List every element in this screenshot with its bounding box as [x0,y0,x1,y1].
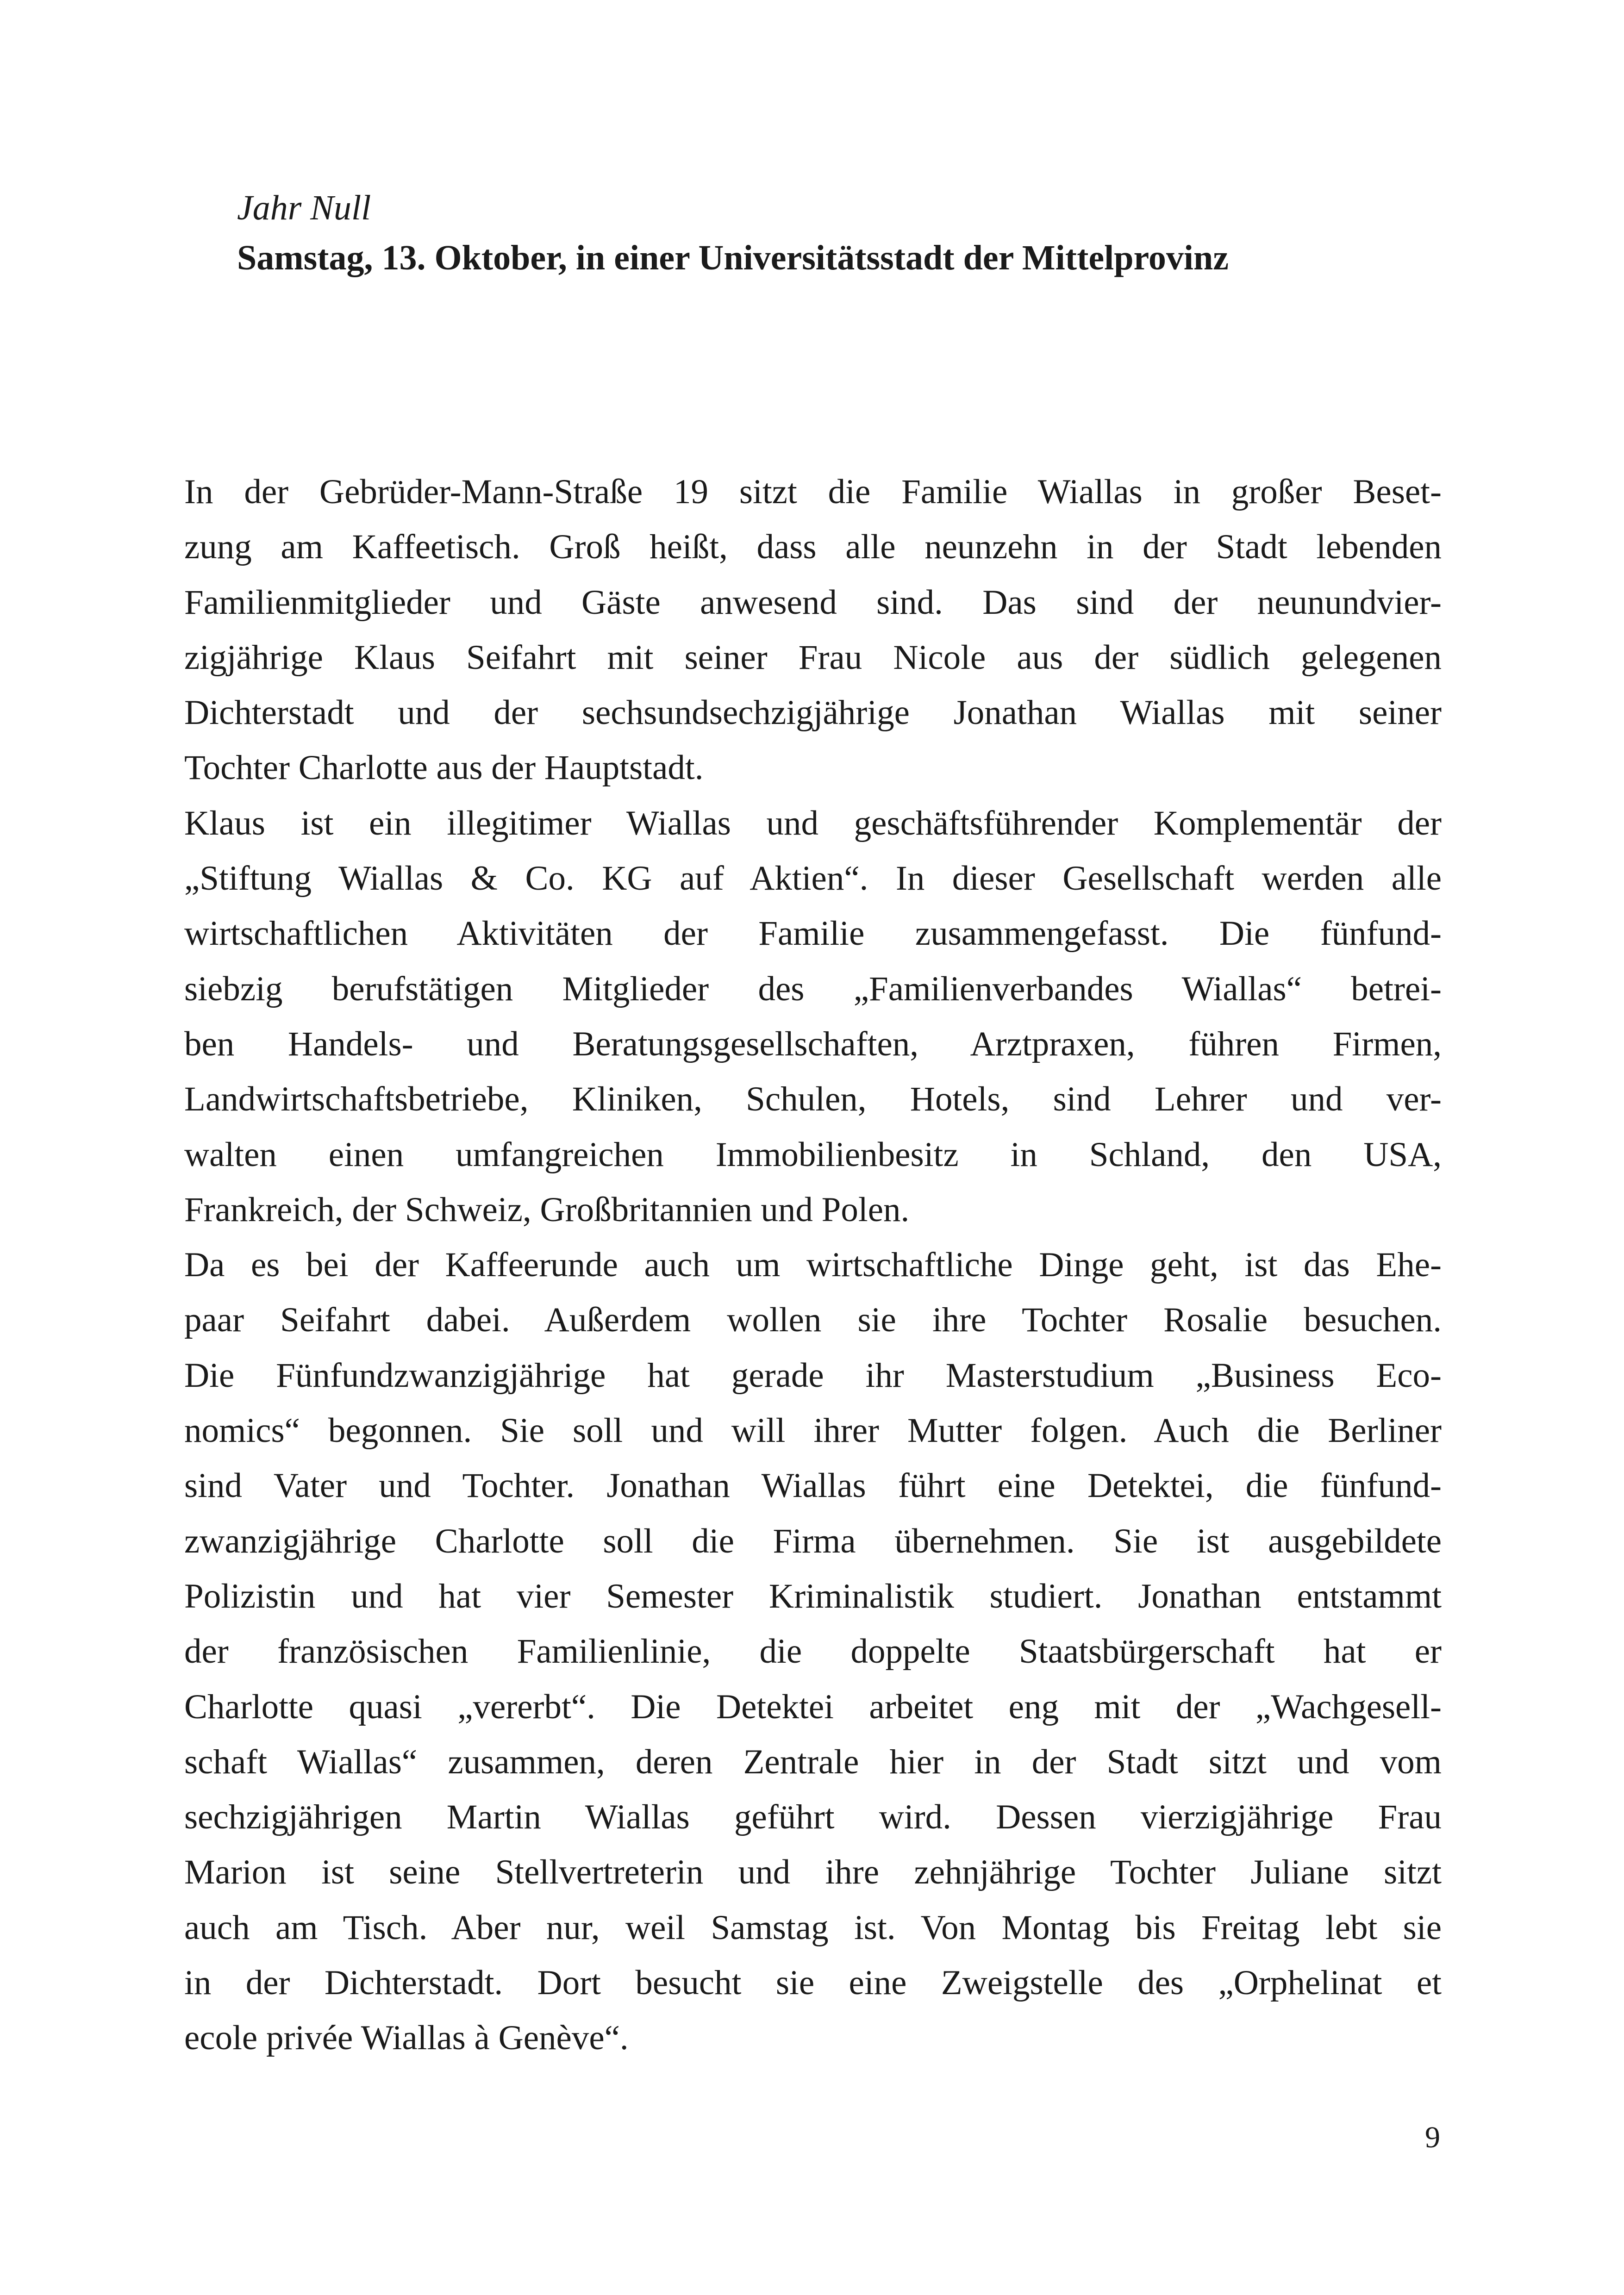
body-text [184,464,1442,2066]
text-line: zwanzigjährige Charlotte soll die Firma übernehmen. Sie ist ausgebildete [184,1522,1442,1560]
text-line: Tochter Charlotte aus der Hauptstadt. [184,748,704,787]
text-line: Landwirtschaftsbetriebe, Kliniken, Schulen, Hotels, sind Lehrer und ver- [184,1080,1442,1119]
text-line: ecole privée Wiallas à Genève“. [184,2019,629,2058]
paragraph [184,464,1442,796]
text-line: siebzig berufstätigen Mitglieder des „Familienverbandes Wiallas“ betrei- [184,969,1442,1008]
chapter-heading [237,183,1487,283]
text-line: Charlotte quasi „vererbt“. Die Detektei arbeitet eng mit der „Wachgesell- [184,1687,1442,1726]
text-line: paar Seifahrt dabei. Außerdem wollen sie ihre Tochter Rosalie besuchen. [184,1301,1442,1340]
text-line: sind Vater und Tochter. Jonathan Wiallas führt eine Detektei, die fünfund- [184,1466,1442,1505]
text-line: ben Handels- und Beratungsgesellschaften, Arztpraxen, führen Firmen, [184,1024,1442,1063]
text-line: Marion ist seine Stellvertreterin und ihre zehnjährige Tochter Juliane sitzt [184,1853,1442,1892]
text-line: In der Gebrüder-Mann-Straße 19 sitzt die Familie Wiallas in großer Beset- [184,473,1442,511]
text-line: Polizistin und hat vier Semester Kriminalistik studiert. Jonathan entstammt [184,1577,1442,1615]
text-line: Familienmitglieder und Gäste anwesend sind. Das sind der neunundvier- [184,583,1442,622]
text-line: zigjährige Klaus Seifahrt mit seiner Frau Nicole aus der südlich gelegenen [184,638,1442,677]
text-line: Frankreich, der Schweiz, Großbritannien und Polen. [184,1190,910,1229]
text-line: Klaus ist ein illegitimer Wiallas und geschäftsführender Komplementär der [184,804,1442,842]
paragraph [184,1237,1442,2065]
text-line: schaft Wiallas“ zusammen, deren Zentrale hier in der Stadt sitzt und vom [184,1742,1442,1781]
chapter-title: Jahr Null [237,188,371,227]
text-line: wirtschaftlichen Aktivitäten der Familie zusammengefasst. Die fünfund- [184,914,1442,953]
text-line: auch am Tisch. Aber nur, weil Samstag ist. Von Montag bis Freitag lebt sie [184,1908,1442,1947]
chapter-subtitle: Samstag, 13. Oktober, in einer Universitätsstadt der Mittelprovinz [237,238,1229,277]
page-number: 9 [1425,2120,1440,2154]
text-line: Die Fünfundzwanzigjährige hat gerade ihr Masterstudium „Business Eco- [184,1356,1442,1395]
text-line: nomics“ begonnen. Sie soll und will ihrer Mutter folgen. Auch die Berliner [184,1411,1442,1450]
text-line: der französischen Familienlinie, die doppelte Staatsbürgerschaft hat er [184,1632,1442,1671]
text-line: walten einen umfangreichen Immobilienbesitz in Schland, den USA, [184,1135,1442,1174]
text-line: zung am Kaffeetisch. Groß heißt, dass alle neunzehn in der Stadt lebenden [184,528,1442,567]
text-line: „Stiftung Wiallas & Co. KG auf Aktien“. In dieser Gesellschaft werden alle [184,859,1442,898]
text-line: Da es bei der Kaffeerunde auch um wirtschaftliche Dinge geht, ist das Ehe- [184,1246,1442,1285]
text-line: sechzigjährigen Martin Wiallas geführt wird. Dessen vierzigjährige Frau [184,1798,1442,1837]
paragraph [184,796,1442,1237]
text-line: Dichterstadt und der sechsundsechzigjährige Jonathan Wiallas mit seiner [184,693,1442,732]
text-line: in der Dichterstadt. Dort besucht sie eine Zweigstelle des „Orphelinat et [184,1964,1442,2002]
